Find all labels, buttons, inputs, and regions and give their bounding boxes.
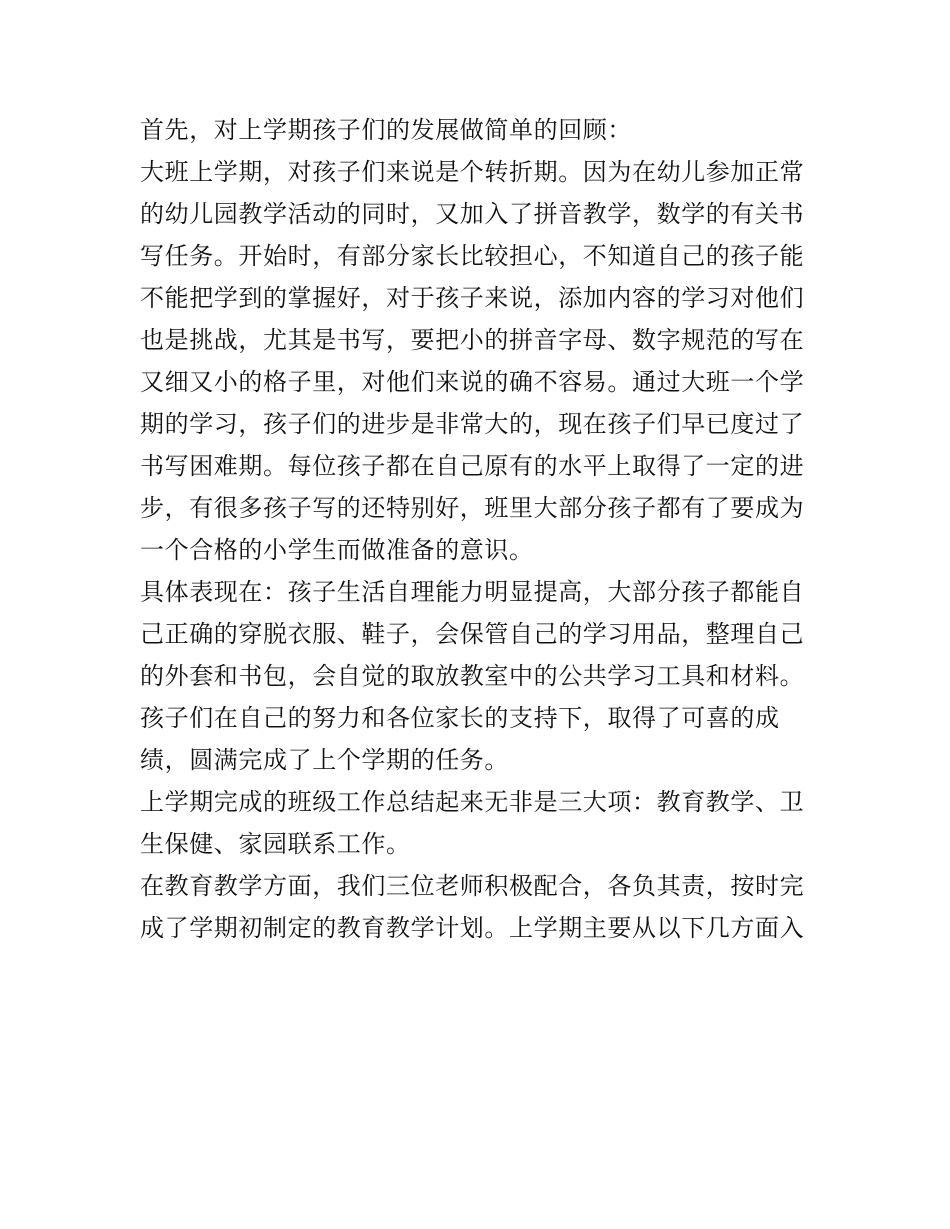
text-line: 也是挑战，尤其是书写，要把小的拼音字母、数字规范的写在 (140, 326, 805, 354)
text-line: 首先，对上学期孩子们的发展做简单的回顾： (140, 116, 632, 144)
text-line: 在教育教学方面，我们三位老师积极配合，各负其责，按时完 (140, 872, 805, 900)
text-line: 步，有很多孩子写的还特别好，班里大部分孩子都有了要成为 (140, 494, 805, 522)
text-line: 期的学习，孩子们的进步是非常大的，现在孩子们早已度过了 (140, 410, 805, 438)
text-line: 书写困难期。每位孩子都在自己原有的水平上取得了一定的进 (140, 452, 805, 480)
text-line: 不能把学到的掌握好，对于孩子来说，添加内容的学习对他们 (140, 284, 805, 312)
text-line: 生保健、家园联系工作。 (140, 830, 411, 858)
text-line: 成了学期初制定的教育教学计划。上学期主要从以下几方面入 (140, 914, 805, 942)
text-line: 又细又小的格子里，对他们来说的确不容易。通过大班一个学 (140, 368, 805, 396)
text-line: 一个合格的小学生而做准备的意识。 (140, 536, 534, 564)
text-line: 具体表现在：孩子生活自理能力明显提高，大部分孩子都能自 (140, 578, 805, 606)
text-line: 绩，圆满完成了上个学期的任务。 (140, 746, 509, 774)
text-line: 写任务。开始时，有部分家长比较担心，不知道自己的孩子能 (140, 242, 805, 270)
text-line: 的外套和书包，会自觉的取放教室中的公共学习工具和材料。 (140, 662, 805, 690)
text-line: 己正确的穿脱衣服、鞋子，会保管自己的学习用品，整理自己 (140, 620, 805, 648)
text-line: 的幼儿园教学活动的同时，又加入了拼音教学，数学的有关书 (140, 200, 805, 228)
document-body (140, 112, 812, 952)
text-line: 孩子们在自己的努力和各位家长的支持下，取得了可喜的成 (140, 704, 780, 732)
text-line: 上学期完成的班级工作总结起来无非是三大项：教育教学、卫 (140, 788, 805, 816)
text-line: 大班上学期，对孩子们来说是个转折期。因为在幼儿参加正常 (140, 158, 805, 186)
